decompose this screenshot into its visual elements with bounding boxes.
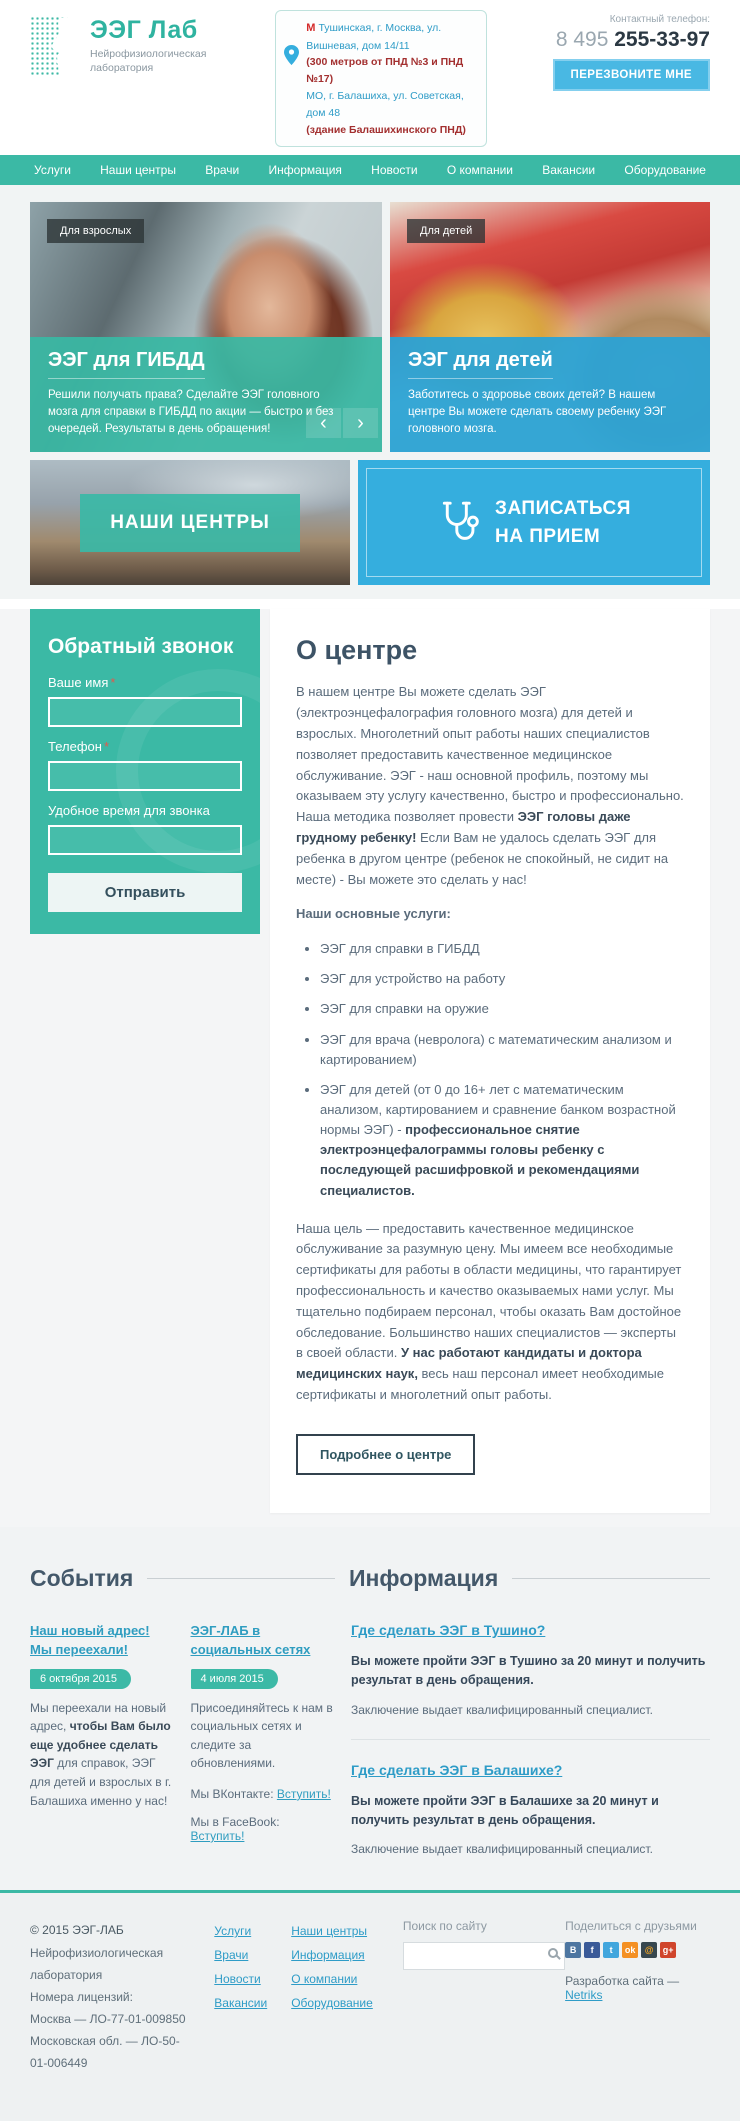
slide-kids[interactable] xyxy=(390,202,710,452)
service-item: • ЭЭГ для справки в ГИБДД xyxy=(320,939,684,959)
footer-about xyxy=(30,1919,192,2074)
header xyxy=(0,0,740,155)
face-profile-icon xyxy=(44,16,84,76)
location-pin-icon xyxy=(284,45,299,65)
events-column xyxy=(30,1622,335,1857)
information-title: Информация xyxy=(349,1564,499,1591)
vk-icon[interactable]: В xyxy=(565,1942,581,1958)
nav-item-doctors[interactable]: Врачи xyxy=(205,163,240,178)
logo-subtitle: Нейрофизиологическая лаборатория xyxy=(90,48,207,74)
name-label: Ваше имя * xyxy=(48,675,116,691)
slide-title-kids[interactable]: ЭЭГ для детей xyxy=(408,349,553,379)
licenses-label: Номера лицензий: xyxy=(30,1989,133,2004)
address-line-2: (300 метров от ПНД №3 и ПНД №17) xyxy=(306,56,464,86)
services-title: Наши основные услуги: xyxy=(296,906,451,922)
copyright: © 2015 ЭЭГ-ЛАБ xyxy=(30,1923,124,1938)
news-link-address[interactable]: Наш новый адрес! Мы переехали! xyxy=(30,1622,150,1657)
submit-button[interactable]: Отправить xyxy=(48,873,242,912)
slider-next-button[interactable]: › xyxy=(343,408,378,438)
news-text: Присоединяйтесь к нам в социальных сетях и следите за обновлениями. xyxy=(190,1700,333,1771)
twitter-icon[interactable]: t xyxy=(603,1942,619,1958)
nav-item-about[interactable]: О компании xyxy=(446,163,514,178)
vk-join-link[interactable]: Вступить! xyxy=(276,1786,331,1801)
nav-item-information[interactable]: Информация xyxy=(268,163,342,178)
slide-tag-adults: Для взрослых xyxy=(47,219,144,243)
license-moscow: Москва — ЛО-77-01-009850 xyxy=(30,2012,186,2027)
callback-title: Обратный звонок xyxy=(48,635,234,659)
news-link-social[interactable]: ЭЭГ-ЛАБ в социальных сетях xyxy=(190,1622,311,1657)
footer-link-information[interactable]: Информация xyxy=(291,1948,365,1963)
news-date-badge: 6 октября 2015 xyxy=(30,1669,131,1689)
metro-icon: М xyxy=(306,22,316,34)
hero-section xyxy=(0,185,740,599)
about-paragraph-2: Наша цель — предоставить качественное медицинское обслуживание за разумную цену. Мы имеем все необходимые сертификаты для работы в области медицины, что гарантирует профессиональность и качество оказываемых нами услуг. Мы тщательно подбираем персонал, чтобы оказать Вам достойное обследование. Большинство наших специалистов — эксперты в своей области. У нас работают кандидаты и доктора медицинских наук, весь наш персонал имеет необходимые сертификаты и многолетний опыт работы. xyxy=(296,1220,682,1403)
required-mark: * xyxy=(103,739,109,755)
odnoklassniki-icon[interactable]: ok xyxy=(622,1942,638,1958)
mailru-icon[interactable]: @ xyxy=(641,1942,657,1958)
search-label: Поиск по сайту xyxy=(402,1919,487,1934)
stethoscope-icon xyxy=(437,500,481,546)
footer-search xyxy=(403,1919,565,2074)
callback-form xyxy=(30,609,260,934)
divider xyxy=(147,1578,335,1579)
info-item-tushino xyxy=(351,1622,710,1717)
logo[interactable] xyxy=(30,16,210,76)
social-icons xyxy=(565,1942,710,1958)
logo-title: ЭЭГ Лаб xyxy=(90,16,198,45)
footer-link-news[interactable]: Новости xyxy=(214,1972,261,1987)
fb-join-line: Мы в FaceBook: Вступить! xyxy=(190,1814,280,1843)
appointment-banner[interactable] xyxy=(358,460,710,585)
info-link-balashikha[interactable]: Где сделать ЭЭГ в Балашихе? xyxy=(351,1761,563,1778)
divider xyxy=(512,1578,710,1579)
phone-number: 8 495 255-33-97 xyxy=(555,28,710,51)
slide-adults[interactable] xyxy=(30,202,382,452)
more-about-center-button[interactable]: Подробнее о центре xyxy=(296,1434,475,1475)
service-item: • ЭЭГ для врача (невролога) с математическим анализом и картированием) xyxy=(320,1030,684,1070)
divider xyxy=(351,1739,710,1740)
nav-item-news[interactable]: Новости xyxy=(371,163,418,178)
footer-links xyxy=(214,1919,373,2074)
info-item-balashikha xyxy=(351,1762,710,1857)
events-info-section xyxy=(0,1527,740,1891)
phone-field[interactable] xyxy=(48,761,242,791)
address-line-3[interactable]: МО, г. Балашиха, ул. Советская, дом 48 xyxy=(306,89,464,119)
service-item: • ЭЭГ для детей (от 0 до 16+ лет с математическим анализом, картированием и сравнение банком возрастной нормы ЭЭГ) - профессиональное снятие электроэнцефалограммы головы ребенку с последующей расшифровкой и рекомендациями специалистов. xyxy=(320,1080,684,1201)
slide-text-gibdd: Решили получать права? Сделайте ЭЭГ головного мозга для справки в ГИБДД по акции — быстро и без очередей. Результаты в день обращения! xyxy=(48,388,334,436)
address-card xyxy=(275,10,487,147)
info-bold-text: Вы можете пройти ЭЭГ в Балашихе за 20 минут и получить результат в день обращения. xyxy=(351,1793,659,1827)
site-search-input[interactable] xyxy=(403,1942,565,1970)
services-list xyxy=(320,939,684,1201)
developer-link[interactable]: Netriks xyxy=(565,1988,603,2003)
nav-item-centers[interactable]: Наши центры xyxy=(100,163,176,178)
slide-tag-kids: Для детей xyxy=(407,219,485,243)
address-line-4: (здание Балашихинского ПНД) xyxy=(306,123,466,136)
footer-link-services[interactable]: Услуги xyxy=(214,1924,252,1939)
events-title: События xyxy=(30,1564,134,1591)
license-region: Московская обл. — ЛО-50-01-006449 xyxy=(30,2034,180,2071)
fb-join-link[interactable]: Вступить! xyxy=(190,1828,245,1843)
vk-join-line: Мы ВКонтакте: Вступить! xyxy=(190,1786,331,1801)
address-line-1[interactable]: М Тушинская, г. Москва, ул. Вишневая, дом 14/11 xyxy=(306,22,442,52)
search-icon[interactable] xyxy=(548,1948,558,1958)
news-text: Мы переехали на новый адрес, чтобы Вам было еще удобнее сделать ЭЭГ для справок, ЭЭГ для детей и взрослых в г. Балашиха именно у нас! xyxy=(30,1700,172,1808)
footer-link-centers[interactable]: Наши центры xyxy=(291,1924,368,1939)
developer-credit: Разработка сайта — Netriks xyxy=(565,1974,680,2003)
footer xyxy=(0,1890,740,2120)
our-centers-label[interactable]: НАШИ ЦЕНТРЫ xyxy=(80,494,300,552)
main-section xyxy=(0,609,740,1526)
info-text: Заключение выдает квалифицированный специалист. xyxy=(351,1842,653,1857)
news-item-address xyxy=(30,1622,175,1857)
name-field[interactable] xyxy=(48,697,242,727)
phone-label: Телефон * xyxy=(48,739,109,755)
appointment-label: ЗАПИСАТЬСЯ НА ПРИЕМ xyxy=(495,498,631,547)
news-item-social xyxy=(191,1622,336,1857)
googleplus-icon[interactable]: g+ xyxy=(660,1942,676,1958)
slider-arrows xyxy=(306,408,378,438)
information-column xyxy=(351,1622,710,1857)
footer-link-equipment[interactable]: Оборудование xyxy=(291,1996,373,2011)
nav-item-equipment[interactable]: Оборудование xyxy=(624,163,706,178)
required-mark: * xyxy=(110,675,116,691)
slide-title-gibdd[interactable]: ЭЭГ для ГИБДД xyxy=(48,349,205,379)
footer-link-doctors[interactable]: Врачи xyxy=(214,1948,249,1963)
footer-link-vacancies[interactable]: Вакансии xyxy=(214,1996,268,2011)
footer-link-about[interactable]: О компании xyxy=(291,1972,358,1987)
time-field[interactable] xyxy=(48,825,242,855)
about-paragraph-1: В нашем центре Вы можете сделать ЭЭГ (электроэнцефалография головного мозга) для детей и взрослых. Многолетний опыт работы наших специалистов позволяет предоставить качественное медицинское обслуживание. ЭЭГ - наш основной профиль, поэтому мы оказываем эту услугу качественно, быстро и профессионально. Наша методика позволяет провести ЭЭГ головы даже грудному ребенку! Если Вам не удалось сделать ЭЭГ для ребенка в другом центре (ребенок не спокойный, не сидит на месте) - Вы можете это сделать у нас! xyxy=(296,684,684,887)
main-nav xyxy=(0,155,740,185)
footer-lab-name: Нейрофизиологическая лаборатория xyxy=(30,1945,164,1982)
time-label: Удобное время для звонка xyxy=(48,803,210,819)
contact-block xyxy=(553,14,710,91)
info-bold-text: Вы можете пройти ЭЭГ в Тушино за 20 минут и получить результат в день обращения. xyxy=(351,1653,706,1688)
about-center-card xyxy=(270,609,710,1512)
nav-item-services[interactable]: Услуги xyxy=(34,163,71,178)
contact-label: Контактный телефон: xyxy=(609,14,710,25)
about-title: О центре xyxy=(296,635,418,666)
service-item: • ЭЭГ для справки на оружие xyxy=(320,999,684,1019)
news-date-badge: 4 июля 2015 xyxy=(191,1669,278,1689)
our-centers-banner[interactable] xyxy=(30,460,350,585)
logo-face-icon xyxy=(30,16,82,76)
slider-prev-button[interactable]: ‹ xyxy=(306,408,341,438)
footer-share xyxy=(565,1919,710,2074)
call-me-back-button[interactable]: ПЕРЕЗВОНИТЕ МНЕ xyxy=(553,59,710,91)
slide-text-kids: Заботитесь о здоровье своих детей? В нашем центре Вы можете сделать своему ребенку ЭЭГ головного мозга. xyxy=(408,388,667,436)
info-link-tushino[interactable]: Где сделать ЭЭГ в Тушино? xyxy=(351,1621,546,1638)
facebook-icon[interactable]: f xyxy=(584,1942,600,1958)
slide-overlay-kids xyxy=(390,337,710,453)
service-item: • ЭЭГ для устройство на работу xyxy=(320,969,684,989)
share-label: Поделиться с друзьями xyxy=(565,1919,697,1934)
nav-item-vacancies[interactable]: Вакансии xyxy=(542,163,596,178)
info-text: Заключение выдает квалифицированный специалист. xyxy=(351,1702,653,1717)
